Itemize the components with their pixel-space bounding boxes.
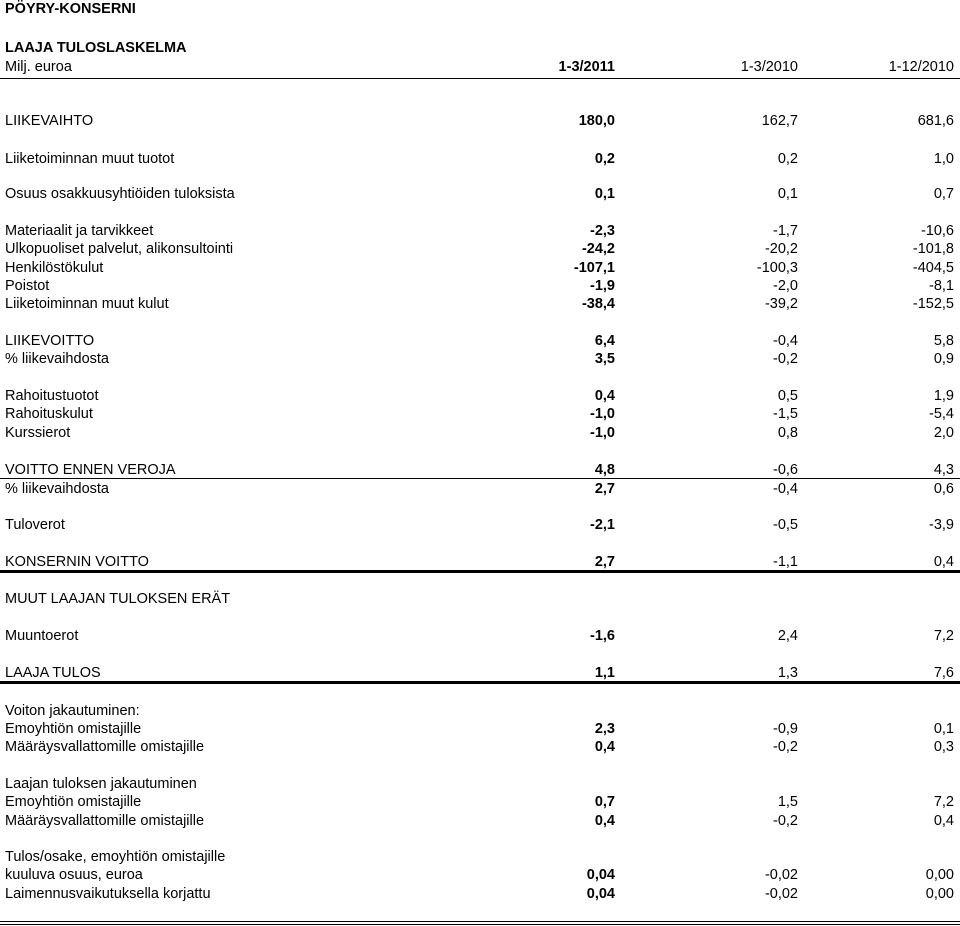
row-label: Emoyhtiön omistajille xyxy=(5,721,142,737)
row-label: Osuus osakkuusyhtiöiden tuloksista xyxy=(5,186,235,202)
row-label: Tuloverot xyxy=(5,517,65,533)
divider-thick xyxy=(0,570,960,573)
value-fy-2010: 7,2 xyxy=(933,794,954,810)
row-label: Ulkopuoliset palvelut, alikonsultointi xyxy=(5,241,234,257)
value-fy-2010: -101,8 xyxy=(912,241,954,257)
row-label: Laimennusvaikutuksella korjattu xyxy=(5,886,211,902)
row-label: Emoyhtiön omistajille xyxy=(5,794,142,810)
row-label: Liiketoiminnan muut tuotot xyxy=(5,151,175,167)
value-q1-2010: 1,5 xyxy=(777,794,798,810)
value-q1-2011: 0,7 xyxy=(594,794,615,810)
value-q1-2011: -2,1 xyxy=(590,517,615,533)
value-q1-2010: -0,9 xyxy=(773,721,798,737)
value-q1-2010: -2,0 xyxy=(773,278,798,294)
row-label: Materiaalit ja tarvikkeet xyxy=(5,223,154,239)
value-q1-2010: -1,7 xyxy=(773,223,798,239)
value-q1-2010: -0,4 xyxy=(773,481,798,497)
value-fy-2010: 0,00 xyxy=(925,886,954,902)
statement-title: LAAJA TULOSLASKELMA xyxy=(5,40,187,56)
row-label: kuuluva osuus, euroa xyxy=(5,867,143,883)
value-fy-2010: 0,3 xyxy=(933,739,954,755)
value-q1-2010: 2,4 xyxy=(777,628,798,644)
value-q1-2011: 2,7 xyxy=(594,554,615,570)
value-fy-2010: 4,3 xyxy=(933,462,954,478)
value-q1-2011: 2,3 xyxy=(594,721,615,737)
value-q1-2010: 1,3 xyxy=(777,665,798,681)
column-header-fy-2010: 1-12/2010 xyxy=(888,59,954,75)
header-underline xyxy=(0,78,960,79)
value-q1-2010: -0,02 xyxy=(764,867,798,883)
value-fy-2010: 1,0 xyxy=(933,151,954,167)
value-q1-2011: -38,4 xyxy=(581,296,615,312)
row-label: VOITTO ENNEN VEROJA xyxy=(5,462,176,478)
section-heading: Voiton jakautuminen: xyxy=(5,703,140,719)
value-q1-2011: -1,0 xyxy=(590,425,615,441)
value-q1-2010: -20,2 xyxy=(764,241,798,257)
value-fy-2010: -152,5 xyxy=(912,296,954,312)
row-label: LIIKEVAIHTO xyxy=(5,113,94,129)
value-fy-2010: -3,9 xyxy=(929,517,954,533)
row-label: Määräysvallattomille omistajille xyxy=(5,813,205,829)
value-q1-2010: -0,2 xyxy=(773,813,798,829)
row-label: Liiketoiminnan muut kulut xyxy=(5,296,169,312)
value-q1-2011: -1,0 xyxy=(590,406,615,422)
row-label: LIIKEVOITTO xyxy=(5,333,95,349)
value-q1-2010: -39,2 xyxy=(764,296,798,312)
value-fy-2010: 0,4 xyxy=(933,813,954,829)
value-q1-2010: 0,1 xyxy=(777,186,798,202)
value-fy-2010: 1,9 xyxy=(933,388,954,404)
value-q1-2011: -107,1 xyxy=(573,260,615,276)
row-label: Rahoitustuotot xyxy=(5,388,99,404)
value-q1-2011: 0,04 xyxy=(586,886,615,902)
row-label: Määräysvallattomille omistajille xyxy=(5,739,205,755)
section-heading: Laajan tuloksen jakautuminen xyxy=(5,776,197,792)
value-q1-2011: 0,2 xyxy=(594,151,615,167)
company-name: PÖYRY-KONSERNI xyxy=(5,1,136,17)
value-q1-2010: -0,2 xyxy=(773,739,798,755)
value-q1-2011: -1,6 xyxy=(590,628,615,644)
value-q1-2010: 0,8 xyxy=(777,425,798,441)
value-fy-2010: -10,6 xyxy=(920,223,954,239)
value-q1-2010: -1,1 xyxy=(773,554,798,570)
value-fy-2010: 0,9 xyxy=(933,351,954,367)
value-fy-2010: -5,4 xyxy=(929,406,954,422)
value-q1-2010: -0,6 xyxy=(773,462,798,478)
divider-thick xyxy=(0,681,960,684)
value-q1-2011: 3,5 xyxy=(594,351,615,367)
value-q1-2011: 6,4 xyxy=(594,333,615,349)
row-label: KONSERNIN VOITTO xyxy=(5,554,149,570)
value-q1-2010: -0,5 xyxy=(773,517,798,533)
column-header-q1-2011: 1-3/2011 xyxy=(558,59,615,75)
value-q1-2011: 1,1 xyxy=(594,665,615,681)
value-fy-2010: 0,6 xyxy=(933,481,954,497)
unit-label: Milj. euroa xyxy=(5,59,72,75)
row-label: Muuntoerot xyxy=(5,628,79,644)
value-q1-2011: 0,1 xyxy=(594,186,615,202)
value-fy-2010: 681,6 xyxy=(917,113,954,129)
value-q1-2011: 180,0 xyxy=(578,113,615,129)
divider xyxy=(0,478,960,479)
value-q1-2011: 2,7 xyxy=(594,481,615,497)
value-fy-2010: 0,4 xyxy=(933,554,954,570)
value-fy-2010: 0,1 xyxy=(933,721,954,737)
value-q1-2011: 0,4 xyxy=(594,739,615,755)
value-q1-2010: 162,7 xyxy=(761,113,798,129)
value-fy-2010: 2,0 xyxy=(933,425,954,441)
row-label: % liikevaihdosta xyxy=(5,481,109,497)
value-q1-2011: -24,2 xyxy=(581,241,615,257)
value-fy-2010: 5,8 xyxy=(933,333,954,349)
value-fy-2010: 7,6 xyxy=(933,665,954,681)
value-q1-2010: 0,2 xyxy=(777,151,798,167)
value-fy-2010: 0,00 xyxy=(925,867,954,883)
divider-bottom-2 xyxy=(0,924,960,925)
value-q1-2010: -0,2 xyxy=(773,351,798,367)
value-q1-2011: 4,8 xyxy=(594,462,615,478)
value-q1-2010: -0,02 xyxy=(764,886,798,902)
value-q1-2011: -1,9 xyxy=(590,278,615,294)
value-q1-2010: -100,3 xyxy=(756,260,798,276)
row-label: Rahoituskulut xyxy=(5,406,93,422)
row-label: Poistot xyxy=(5,278,50,294)
value-q1-2011: 0,4 xyxy=(594,813,615,829)
section-heading: Tulos/osake, emoyhtiön omistajille xyxy=(5,849,226,865)
row-label: % liikevaihdosta xyxy=(5,351,109,367)
value-q1-2010: -0,4 xyxy=(773,333,798,349)
value-fy-2010: 7,2 xyxy=(933,628,954,644)
value-q1-2010: -1,5 xyxy=(773,406,798,422)
row-label: LAAJA TULOS xyxy=(5,665,101,681)
column-header-q1-2010: 1-3/2010 xyxy=(740,59,798,75)
row-label: Kurssierot xyxy=(5,425,71,441)
value-q1-2011: 0,04 xyxy=(586,867,615,883)
row-label: Henkilöstökulut xyxy=(5,260,104,276)
section-heading: MUUT LAAJAN TULOKSEN ERÄT xyxy=(5,591,231,607)
value-q1-2011: -2,3 xyxy=(590,223,615,239)
divider-bottom xyxy=(0,921,960,922)
value-q1-2010: 0,5 xyxy=(777,388,798,404)
value-fy-2010: -8,1 xyxy=(929,278,954,294)
value-q1-2011: 0,4 xyxy=(594,388,615,404)
value-fy-2010: 0,7 xyxy=(933,186,954,202)
value-fy-2010: -404,5 xyxy=(912,260,954,276)
